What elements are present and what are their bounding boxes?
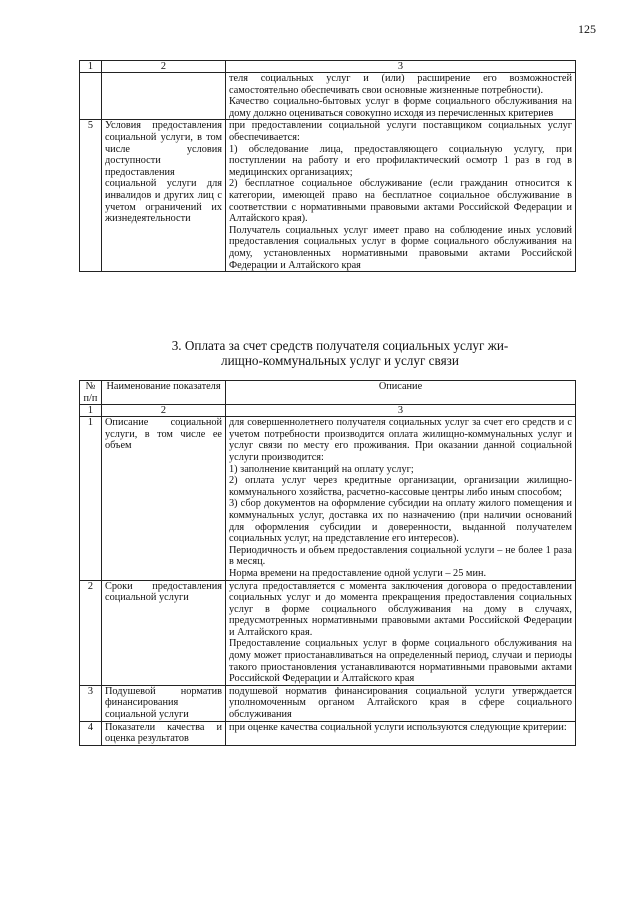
description-paragraph: 2) оплата услуг через кредитные организации, организации жилищно-коммунального хозяйства, расчетно-кассовые центры либо иным способом;: [229, 475, 572, 498]
description-paragraph: 3) сбор документов на оформление субсидии на оплату жилого помещения и коммунальных услуг, доставка их по назначению (при наличии оснований для оформления субсидии и доверенности, выданной получателем социальных услуг, на представление его интересов).: [229, 498, 572, 545]
section-title-line: лищно-коммунальных услуг и услуг связи: [221, 353, 459, 368]
table-row: [80, 73, 576, 120]
services-table-continued: [79, 60, 576, 272]
description-paragraph: Качество социально-бытовых услуг в форме социального обслуживания на дому должно оцениваться совокупно исходя из перечисленных критериев: [229, 96, 572, 119]
indicator-name: [102, 73, 226, 120]
indicator-description: [226, 685, 576, 721]
column-number: 3: [226, 405, 576, 417]
section-title: [100, 338, 580, 368]
header-description: Описание: [226, 381, 576, 405]
section-title-line: 3. Оплата за счет средств получателя социальных услуг жи-: [171, 338, 509, 353]
indicator-description: [226, 580, 576, 685]
indicator-name: Сроки предоставления социальной услуги: [102, 580, 226, 685]
description-paragraph: Получатель социальных услуг имеет право на соблюдение иных условий предоставления социальных услуг в форме социального обслуживания на дому, установленных нормативными правовыми актами Российской Федерации и Алтайского края: [229, 224, 572, 271]
table-header-row: [80, 381, 576, 405]
header-indicator-name: Наименование показателя: [102, 381, 226, 405]
description-paragraph: при предоставлении социальной услуги поставщиком социальных услуг обеспечивается:: [229, 120, 572, 143]
row-number: 1: [80, 417, 102, 580]
table-row: [80, 120, 576, 272]
description-paragraph: при оценке качества социальной услуги используются следующие критерии:: [229, 721, 567, 733]
description-paragraph: для совершеннолетнего получателя социальных услуг за счет его средств и с учетом потребности производится оплата жилищно-коммунальных услуг и услуг связи по месту его проживания. При оказании данной социальной услуги производится:: [229, 417, 572, 463]
column-number: 2: [102, 405, 226, 417]
column-number: 1: [80, 405, 102, 417]
table-row: [80, 580, 576, 685]
column-number: 2: [102, 61, 226, 73]
description-paragraph: Предоставление социальных услуг в форме социального обслуживания на дому может приостанавливаться на определенный период, случаи и периоды такого приостановления устанавливаются нормативными правовыми актами Российской Федерации и Алтайского края: [229, 638, 572, 685]
payment-services-table: [79, 380, 576, 746]
description-paragraph: теля социальных услуг и (или) расширение его возможностей самостоятельно обеспечивать свои основные жизненные потребности).: [229, 73, 572, 96]
description-paragraph: Периодичность и объем предоставления социальной услуги – не более 1 раза в месяц.: [229, 544, 572, 568]
indicator-description: [226, 73, 576, 120]
indicator-description: [226, 417, 576, 580]
row-number: [80, 73, 102, 120]
header-number: № п/п: [80, 381, 102, 405]
table-row: [80, 721, 576, 745]
description-paragraph: 1) заполнение квитанций на оплату услуг;: [229, 463, 414, 475]
table-row: [80, 417, 576, 580]
indicator-name: Подушевой норматив финансирования социальной услуги: [102, 685, 226, 721]
page-number: 125: [578, 22, 596, 36]
description-paragraph: 2) бесплатное социальное обслуживание (если гражданин относится к категории, имеющей право на бесплатное социальное обслуживание в соответствии с нормативными правовыми актами Российской Федерации и Алтайского края).: [229, 178, 572, 225]
indicator-description: [226, 721, 576, 745]
description-paragraph: подушевой норматив финансирования социальной услуги утверждается уполномоченным органом Алтайского края в сфере социального обслуживания: [229, 685, 572, 721]
description-paragraph: 1) обследование лица, предоставляющего социальную услугу, при поступлении на работу и его профилактический осмотр 1 раз в год в медицинских организациях;: [229, 143, 572, 178]
row-number: 4: [80, 721, 102, 745]
column-number-row: [80, 61, 576, 73]
indicator-name: Показатели качества и оценка результатов: [102, 721, 226, 745]
indicator-name: Описание социальной услуги, в том числе ее объем: [102, 417, 226, 580]
column-number: 1: [80, 61, 102, 73]
row-number: 5: [80, 120, 102, 272]
description-paragraph: Норма времени на предоставление одной услуги – 25 мин.: [229, 567, 487, 579]
column-number: 3: [226, 61, 576, 73]
row-number: 3: [80, 685, 102, 721]
indicator-name: Условия предоставления социальной услуги, в том числе условия доступности предоставления социальной услуги для инвалидов и других лиц с учетом ограничений их жизнедеятельности: [102, 120, 226, 272]
table-row: [80, 685, 576, 721]
description-paragraph: услуга предоставляется с момента заключения договора о предоставлении социальных услуг и до момента прекращения предоставления социальных услуг в форме социального обслуживания на дому в случаях, предусмотренных нормативными правовыми актами Российской Федерации и Алтайского края.: [229, 580, 572, 638]
column-number-row: [80, 405, 576, 417]
indicator-description: [226, 120, 576, 272]
row-number: 2: [80, 580, 102, 685]
